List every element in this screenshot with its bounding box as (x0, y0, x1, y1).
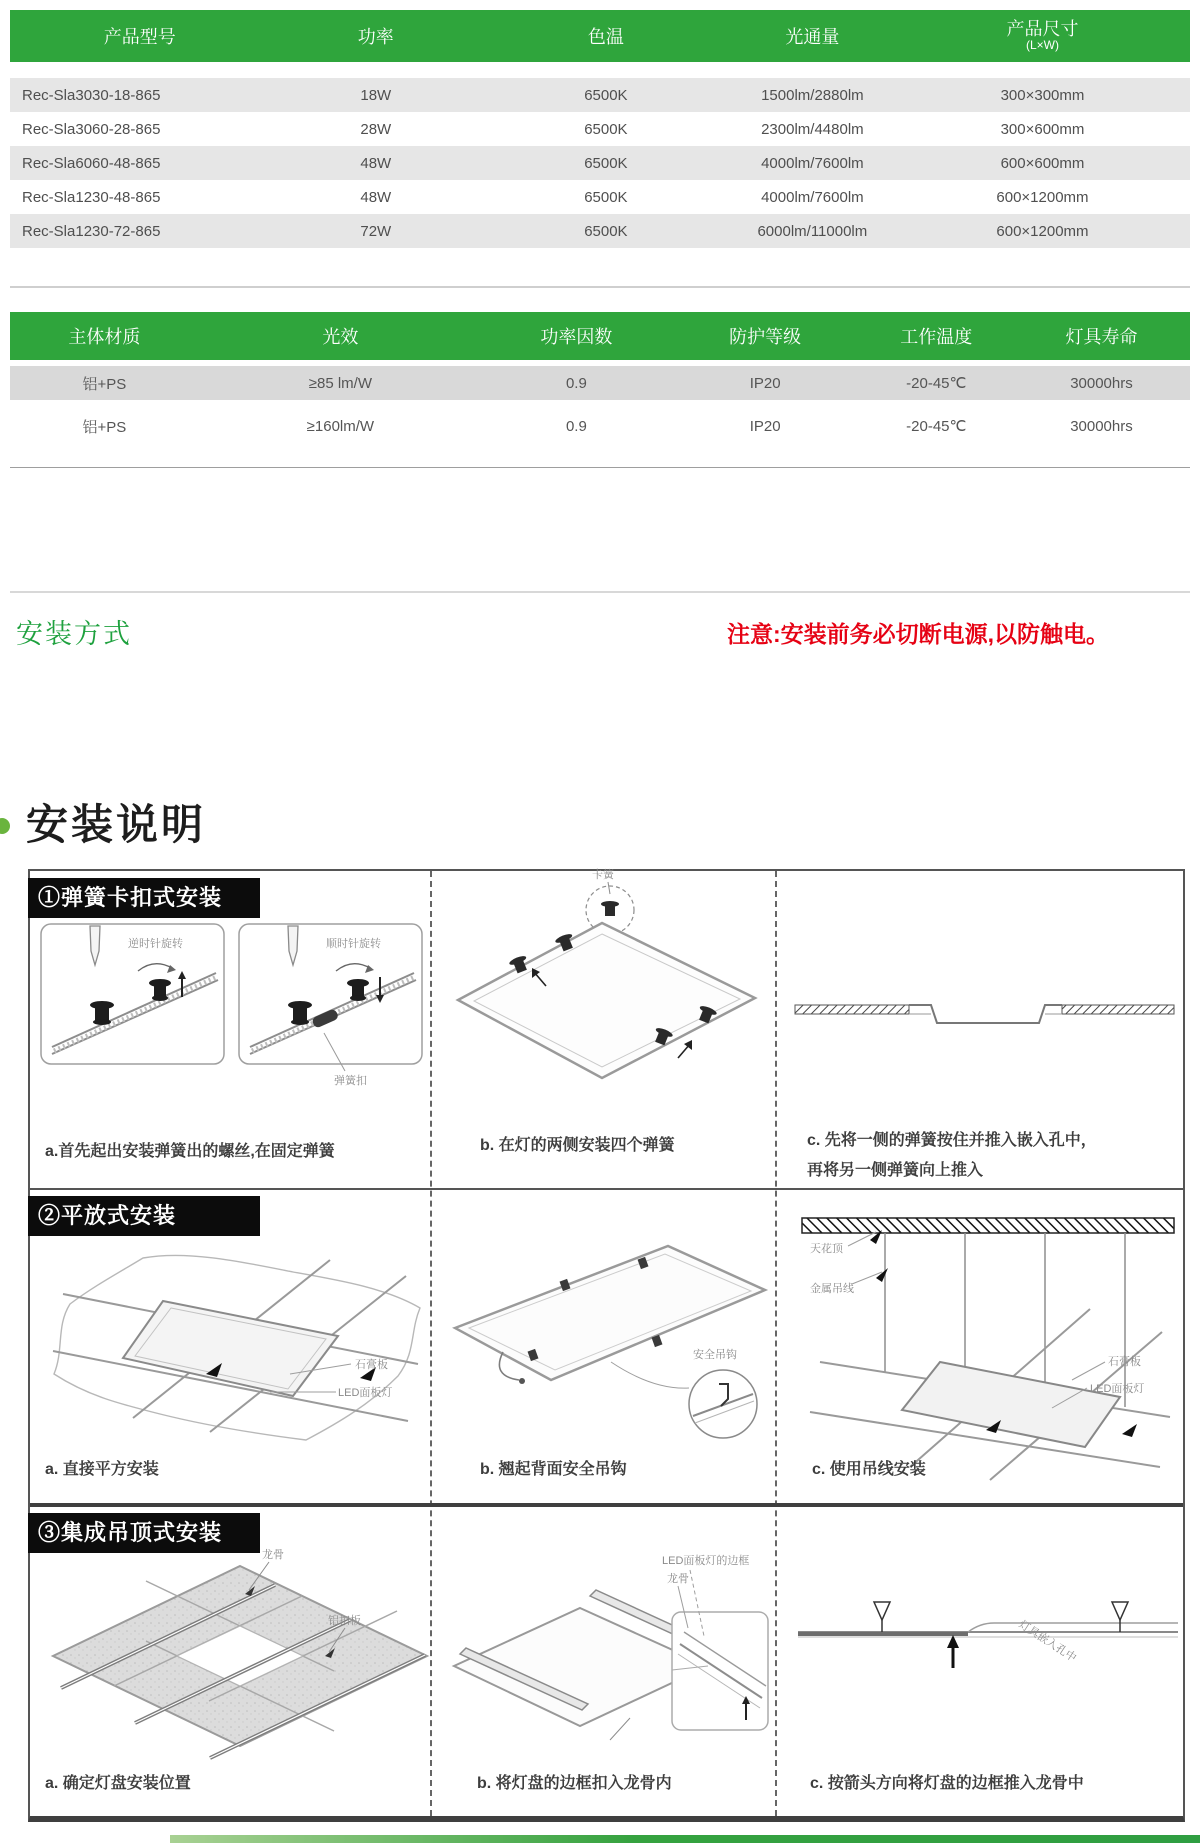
cell-flux: 4000lm/7600lm (761, 154, 864, 172)
section-label-spring-clip: ①弹簧卡扣式安装 (28, 878, 260, 918)
cell-power: 18W (360, 86, 392, 104)
label-keel: 龙骨 (667, 1573, 689, 1585)
header-size-sub: (L×W) (1025, 38, 1059, 53)
cell-flux: 6000lm/11000lm (757, 222, 868, 240)
install-guide-heading: 安装说明 (26, 801, 207, 848)
cell-model: Rec-Sla6060-48-865 (22, 154, 161, 172)
cell-power: 48W (360, 154, 392, 172)
caption-step (807, 1126, 1097, 1186)
cell-lifespan: 30000hrs (1070, 417, 1133, 435)
label-insert-slot: 灯具嵌入孔中 (1016, 1618, 1079, 1665)
caption-line: 再将另一侧弹簧向上推入 (807, 1162, 984, 1179)
header-flux: 光通量 (785, 27, 840, 47)
material-header-row (10, 312, 1190, 360)
footer-accent-strip (170, 1835, 1200, 1843)
table-row (10, 180, 1190, 214)
cell-flux: 4000lm/7600lm (761, 188, 864, 206)
header-model: 产品型号 (103, 27, 176, 47)
section-label-integrated-ceiling: ③集成吊顶式安装 (28, 1513, 260, 1553)
cell-model: Rec-Sla3030-18-865 (22, 86, 161, 104)
section-label-flat-mount: ②平放式安装 (28, 1196, 260, 1236)
caption-step: b. 在灯的两侧安装四个弹簧 (480, 1137, 675, 1154)
diagram-push-into-keel (790, 1588, 1185, 1683)
cell-cct: 6500K (584, 120, 628, 138)
label-keel: 龙骨 (262, 1549, 284, 1561)
caption-step: b. 翘起背面安全吊钩 (480, 1461, 627, 1478)
cell-efficacy: ≥85 lm/W (308, 374, 373, 392)
label-clip: 卡簧 (592, 869, 614, 881)
label-safety-hook: 安全吊钩 (693, 1349, 737, 1361)
divider (10, 286, 1190, 288)
cell-lifespan: 30000hrs (1070, 374, 1133, 392)
caption-line: c. 先将一侧的弹簧按住并推入嵌入孔中， (807, 1132, 1097, 1149)
table-row (10, 214, 1190, 248)
cell-power: 28W (360, 120, 392, 138)
label-rotate-cw: 顺时针旋转 (326, 938, 381, 950)
label-led-panel: LED面板灯 (1090, 1383, 1145, 1395)
safety-warning-text: 注意:安装前务必切断电源,以防触电。 (727, 621, 1110, 647)
cell-power: 72W (360, 222, 392, 240)
dashed-column-divider (775, 871, 777, 1816)
cell-efficacy: ≥160lm/W (306, 417, 375, 435)
label-led-panel: LED面板灯 (338, 1387, 393, 1399)
caption-step: b. 将灯盘的边框扣入龙骨内 (477, 1775, 672, 1792)
cell-power: 48W (360, 188, 392, 206)
divider (10, 467, 1190, 468)
header-power: 功率 (357, 27, 394, 47)
header-lifespan: 灯具寿命 (1065, 327, 1138, 347)
cell-cct: 6500K (584, 86, 628, 104)
cell-material: 铝+PS (82, 375, 127, 393)
cell-power-factor: 0.9 (565, 417, 587, 435)
cell-material: 铝+PS (82, 418, 127, 436)
cell-ip-rating: IP20 (749, 374, 781, 392)
cell-size: 600×600mm (1000, 154, 1085, 172)
table-row (10, 400, 1190, 452)
header-ip-rating: 防护等级 (729, 327, 802, 347)
header-efficacy: 光效 (322, 327, 359, 347)
row-divider (30, 1188, 1183, 1190)
header-material: 主体材质 (68, 327, 141, 347)
cell-cct: 6500K (584, 188, 628, 206)
cell-ip-rating: IP20 (749, 417, 781, 435)
header-power-factor: 功率因数 (540, 327, 613, 347)
cell-work-temp: -20-45℃ (906, 375, 967, 392)
header-size-main: 产品尺寸 (1006, 19, 1079, 40)
label-rotate-ccw: 逆时针旋转 (128, 938, 183, 950)
header-work-temp: 工作温度 (900, 327, 973, 347)
cell-size: 600×1200mm (996, 222, 1089, 240)
table-row (10, 366, 1190, 400)
label-ceiling-top: 天花顶 (810, 1243, 843, 1255)
label-gypsum-board: 石膏板 (355, 1359, 388, 1371)
cell-work-temp: -20-45℃ (906, 418, 967, 435)
cell-cct: 6500K (584, 222, 628, 240)
header-cct: 色温 (587, 27, 624, 47)
cell-size: 300×300mm (1000, 86, 1085, 104)
diagram-flat-mount-grid (38, 1246, 433, 1446)
header-size (895, 20, 1190, 51)
caption-step: c. 按箭头方向将灯盘的边框推入龙骨中 (810, 1775, 1084, 1792)
diagram-wire-suspension (790, 1212, 1185, 1487)
table-row (10, 78, 1190, 112)
diagram-spring-screws (40, 921, 435, 1096)
table-row (10, 146, 1190, 180)
install-method-title: 安装方式 (16, 619, 132, 649)
cell-model: Rec-Sla1230-72-865 (22, 222, 161, 240)
cell-cct: 6500K (584, 154, 628, 172)
cell-flux: 2300lm/4480lm (761, 120, 864, 138)
spec-table-body (10, 78, 1190, 248)
cell-power-factor: 0.9 (565, 374, 587, 392)
label-spring-buckle: 弹簧扣 (334, 1075, 367, 1087)
diagram-panel-with-springs (450, 868, 770, 1118)
caption-step: c. 使用吊线安装 (812, 1461, 926, 1478)
product-spec-table (10, 10, 1190, 248)
label-led-panel-frame: LED面板灯的边框 (662, 1555, 750, 1567)
diagram-frame-into-keel (440, 1548, 775, 1763)
diagram-recessed-cross-section (790, 975, 1180, 1035)
cell-model: Rec-Sla3060-28-865 (22, 120, 161, 138)
label-metal-wire: 金属吊线 (810, 1283, 854, 1295)
cell-size: 600×1200mm (996, 188, 1089, 206)
label-gypsum-board: 石膏板 (1108, 1356, 1141, 1368)
material-spec-table (10, 312, 1190, 452)
cell-size: 300×600mm (1000, 120, 1085, 138)
table-row (10, 112, 1190, 146)
caption-step: a. 直接平方安装 (45, 1461, 159, 1478)
caption-step: a.首先起出安装弹簧出的螺丝,在固定弹簧 (45, 1143, 335, 1160)
diagram-ceiling-plate-grid (45, 1548, 435, 1763)
divider (10, 591, 1190, 593)
bullet-dot-icon (0, 818, 10, 834)
cell-flux: 1500lm/2880lm (761, 86, 864, 104)
row-divider (30, 1503, 1183, 1507)
spec-table-header-row (10, 10, 1190, 62)
label-aluminum-plate: 铝扣板 (328, 1615, 361, 1627)
diagram-safety-hook (443, 1228, 773, 1443)
cell-model: Rec-Sla1230-48-865 (22, 188, 161, 206)
caption-step: a. 确定灯盘安装位置 (45, 1775, 191, 1792)
